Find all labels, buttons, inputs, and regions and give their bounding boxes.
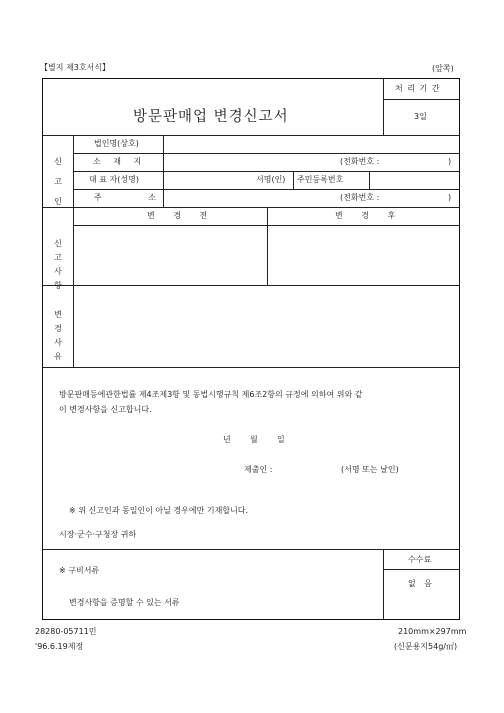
submitter-field[interactable] [283,461,337,475]
applicant-char-3: 인 [54,197,62,206]
phone-label-2: (전화번호 : [340,193,380,202]
submitter-sign-label: (서명 또는 날인) [341,465,399,474]
before-change-field[interactable] [74,226,266,284]
location-field[interactable] [164,154,458,171]
corp-name-field[interactable] [164,136,458,153]
fee-value: 없 음 [408,579,435,588]
statement-line-2: 이 변경사항을 신고합니다. [59,405,152,414]
changes-char-1: 신 [54,239,62,248]
location-label: 소 재 지 [93,157,147,166]
address-field[interactable] [164,190,458,207]
reason-field[interactable] [74,286,458,366]
form-date: '96.6.19제정 [35,642,84,651]
before-change-label: 변 경 전 [147,211,216,220]
reason-char-3: 사 [54,338,62,347]
form-code: 28280-05711민 [35,627,97,636]
paper-size: 210mm×297mm [398,627,467,636]
representative-label: 대 표 자(성명) [89,175,139,184]
required-docs-item: 변경사항을 증명할 수 있는 서류 [69,598,180,607]
phone-close: ) [448,157,452,166]
address-label: 주 소 [94,193,178,202]
form-title: 방문판매업 변경신고서 [133,109,289,125]
phone-close-2: ) [448,193,452,202]
statement-line-1: 방문판매등에관한법률 제4조제3항 및 동법시행규칙 제6조2항의 규정에 의하여 위와 같 [59,390,363,399]
reason-char-2: 경 [54,324,62,333]
recipient-text: 시장·군수·구청장 귀하 [59,530,137,539]
rrn-field[interactable] [370,172,458,189]
date-year-label: 년 [223,435,231,444]
processing-period-value: 3일 [414,112,427,121]
submitter-label: 제출인 : [244,465,273,474]
date-day-label: 일 [277,435,285,444]
date-month-label: 월 [250,435,258,444]
after-change-label: 변 경 후 [335,211,404,220]
page-side-label: (앞쪽) [432,64,454,73]
processing-period-label: 처 리 기 간 [395,84,441,93]
rrn-label: 주민등록번호 [297,175,344,184]
fee-label: 수수료 [408,555,432,564]
changes-char-3: 사 [54,267,62,276]
after-change-field[interactable] [268,226,458,284]
changes-char-2: 고 [54,253,62,262]
phone-label: (전화번호 : [340,157,380,166]
applicant-char-1: 신 [54,157,62,166]
corp-name-label: 법인명(상호) [94,139,139,148]
changes-char-4: 항 [54,281,62,290]
note-text: ※ 위 신고인과 동일인이 아닐 경우에만 기재합니다. [69,506,249,515]
reason-char-4: 유 [54,352,62,361]
reason-char-1: 변 [54,310,62,319]
applicant-char-2: 고 [54,177,62,186]
report-form [42,78,460,620]
paper-type: (신문용지54g/㎡) [394,642,458,651]
form-number: 【별지 제3호서식】 [40,63,111,72]
required-docs-label: ※ 구비서류 [59,566,100,575]
signature-label: 서명(인) [256,175,286,184]
